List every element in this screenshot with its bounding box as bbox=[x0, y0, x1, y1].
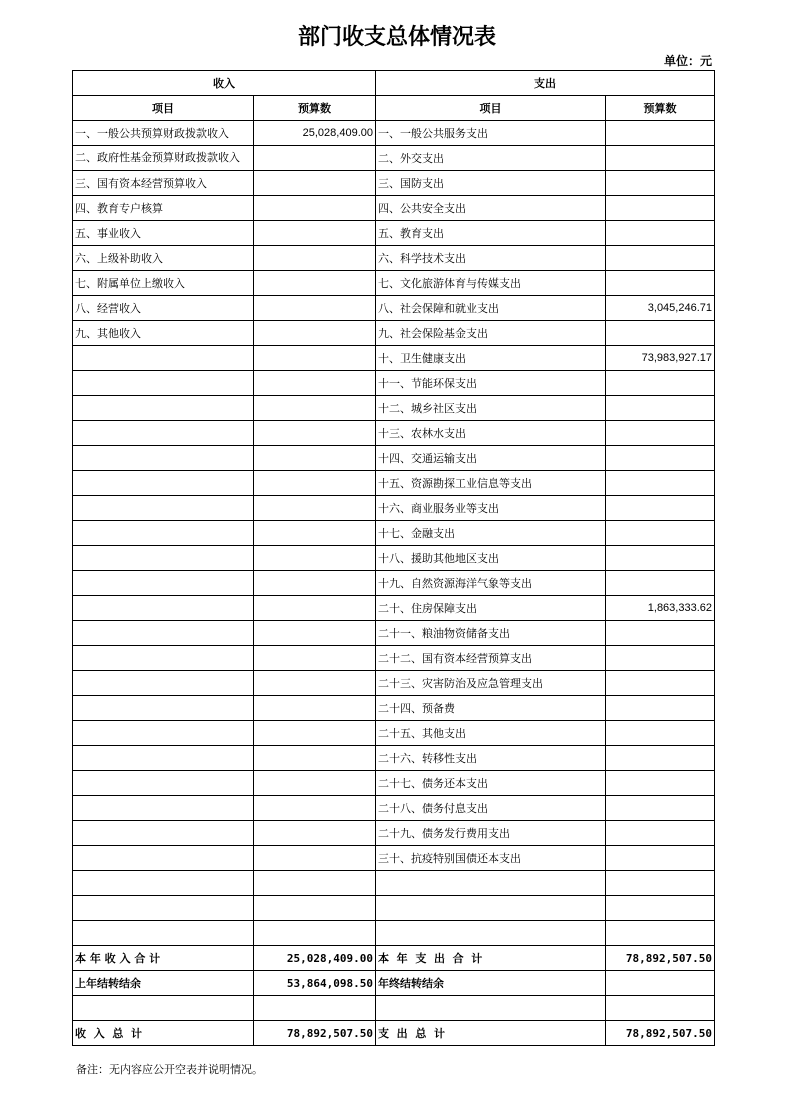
expense-amount-cell bbox=[606, 571, 715, 596]
income-item-cell bbox=[73, 846, 254, 871]
table-row bbox=[73, 721, 715, 746]
expense-amount-cell: 1,863,333.62 bbox=[606, 596, 715, 621]
income-amount-cell bbox=[254, 571, 376, 596]
income-item-cell bbox=[73, 371, 254, 396]
table-row bbox=[73, 421, 715, 446]
table-row bbox=[73, 146, 715, 171]
income-amount-cell bbox=[254, 421, 376, 446]
year-end-value bbox=[606, 971, 715, 996]
income-item-cell bbox=[73, 596, 254, 621]
expense-amount-cell bbox=[606, 371, 715, 396]
income-amount-cell bbox=[254, 796, 376, 821]
expense-item-cell: 九、社会保险基金支出 bbox=[376, 321, 606, 346]
expense-amount-cell bbox=[606, 771, 715, 796]
expense-amount-cell: 3,045,246.71 bbox=[606, 296, 715, 321]
expense-item-cell bbox=[376, 921, 606, 946]
income-item-header: 项目 bbox=[73, 96, 254, 121]
expense-amount-cell bbox=[606, 896, 715, 921]
year-end-label: 年终结转结余 bbox=[376, 971, 606, 996]
table-row bbox=[73, 296, 715, 321]
income-total-label: 本 年 收 入 合 计 bbox=[73, 946, 254, 971]
expense-amount-cell bbox=[606, 696, 715, 721]
grand-total-row bbox=[73, 1021, 715, 1046]
income-amount-cell bbox=[254, 596, 376, 621]
expense-item-cell: 六、科学技术支出 bbox=[376, 246, 606, 271]
table-row bbox=[73, 546, 715, 571]
expense-amount-cell bbox=[606, 171, 715, 196]
expense-amount-cell bbox=[606, 146, 715, 171]
income-amount-cell bbox=[254, 446, 376, 471]
table-row bbox=[73, 846, 715, 871]
income-amount-cell bbox=[254, 721, 376, 746]
table-row bbox=[73, 621, 715, 646]
expense-amount-cell: 73,983,927.17 bbox=[606, 346, 715, 371]
expense-amount-cell bbox=[606, 521, 715, 546]
expense-item-cell: 二十、住房保障支出 bbox=[376, 596, 606, 621]
carryover-value: 53,864,098.50 bbox=[254, 971, 376, 996]
section-header-row bbox=[73, 71, 715, 96]
expense-item-cell: 八、社会保障和就业支出 bbox=[376, 296, 606, 321]
expense-item-cell: 二十四、预备费 bbox=[376, 696, 606, 721]
expense-section-header: 支出 bbox=[376, 71, 715, 96]
expense-item-cell: 二十一、粮油物资储备支出 bbox=[376, 621, 606, 646]
income-amount-cell bbox=[254, 346, 376, 371]
expense-amount-cell bbox=[606, 796, 715, 821]
expense-amount-cell bbox=[606, 846, 715, 871]
expense-amount-cell bbox=[606, 671, 715, 696]
income-amount-cell bbox=[254, 146, 376, 171]
income-item-cell bbox=[73, 771, 254, 796]
income-item-cell: 五、事业收入 bbox=[73, 221, 254, 246]
income-item-cell bbox=[73, 446, 254, 471]
spacer-cell bbox=[606, 996, 715, 1021]
expense-item-cell bbox=[376, 871, 606, 896]
income-amount-cell bbox=[254, 871, 376, 896]
income-amount-cell: 25,028,409.00 bbox=[254, 121, 376, 146]
income-item-cell: 七、附属单位上缴收入 bbox=[73, 271, 254, 296]
table-row bbox=[73, 496, 715, 521]
table-row bbox=[73, 821, 715, 846]
income-amount-cell bbox=[254, 896, 376, 921]
expense-item-cell: 十三、农林水支出 bbox=[376, 421, 606, 446]
income-amount-cell bbox=[254, 621, 376, 646]
expense-budget-header: 预算数 bbox=[606, 96, 715, 121]
grand-income-label: 收 入 总 计 bbox=[73, 1021, 254, 1046]
expense-item-cell: 十二、城乡社区支出 bbox=[376, 396, 606, 421]
expense-total-label: 本 年 支 出 合 计 bbox=[376, 946, 606, 971]
income-amount-cell bbox=[254, 771, 376, 796]
income-item-cell bbox=[73, 671, 254, 696]
income-budget-header: 预算数 bbox=[254, 96, 376, 121]
income-amount-cell bbox=[254, 296, 376, 321]
table-row bbox=[73, 446, 715, 471]
table-row bbox=[73, 771, 715, 796]
income-item-cell: 六、上级补助收入 bbox=[73, 246, 254, 271]
income-item-cell bbox=[73, 821, 254, 846]
spacer-cell bbox=[73, 996, 254, 1021]
expense-amount-cell bbox=[606, 421, 715, 446]
grand-income-value: 78,892,507.50 bbox=[254, 1021, 376, 1046]
income-item-cell bbox=[73, 896, 254, 921]
expense-item-cell: 七、文化旅游体育与传媒支出 bbox=[376, 271, 606, 296]
income-amount-cell bbox=[254, 371, 376, 396]
income-amount-cell bbox=[254, 271, 376, 296]
income-amount-cell bbox=[254, 696, 376, 721]
expense-amount-cell bbox=[606, 321, 715, 346]
table-row bbox=[73, 746, 715, 771]
expense-amount-cell bbox=[606, 271, 715, 296]
income-amount-cell bbox=[254, 671, 376, 696]
footnote: 备注：无内容应公开空表并说明情况。 bbox=[76, 1063, 263, 1076]
table-row bbox=[73, 796, 715, 821]
income-amount-cell bbox=[254, 646, 376, 671]
table-row bbox=[73, 196, 715, 221]
income-amount-cell bbox=[254, 396, 376, 421]
expense-amount-cell bbox=[606, 471, 715, 496]
expense-amount-cell bbox=[606, 121, 715, 146]
income-item-cell: 九、其他收入 bbox=[73, 321, 254, 346]
table-row bbox=[73, 396, 715, 421]
expense-item-cell: 二、外交支出 bbox=[376, 146, 606, 171]
expense-item-cell: 十九、自然资源海洋气象等支出 bbox=[376, 571, 606, 596]
expense-item-cell: 十五、资源勘探工业信息等支出 bbox=[376, 471, 606, 496]
expense-item-header: 项目 bbox=[376, 96, 606, 121]
table-row bbox=[73, 346, 715, 371]
income-item-cell: 八、经营收入 bbox=[73, 296, 254, 321]
expense-item-cell: 四、公共安全支出 bbox=[376, 196, 606, 221]
table-row bbox=[73, 171, 715, 196]
income-amount-cell bbox=[254, 246, 376, 271]
expense-amount-cell bbox=[606, 646, 715, 671]
spacer-cell bbox=[376, 996, 606, 1021]
income-amount-cell bbox=[254, 196, 376, 221]
spacer-cell bbox=[254, 996, 376, 1021]
income-item-cell bbox=[73, 646, 254, 671]
income-amount-cell bbox=[254, 496, 376, 521]
carryover-label: 上年结转结余 bbox=[73, 971, 254, 996]
income-item-cell bbox=[73, 721, 254, 746]
income-item-cell bbox=[73, 921, 254, 946]
expense-item-cell: 三、国防支出 bbox=[376, 171, 606, 196]
expense-amount-cell bbox=[606, 496, 715, 521]
expense-item-cell: 五、教育支出 bbox=[376, 221, 606, 246]
income-item-cell bbox=[73, 796, 254, 821]
page-title: 部门收支总体情况表 bbox=[297, 25, 496, 50]
table-row bbox=[73, 671, 715, 696]
expense-amount-cell bbox=[606, 396, 715, 421]
table-row bbox=[73, 646, 715, 671]
spacer-row bbox=[73, 996, 715, 1021]
expense-item-cell: 十、卫生健康支出 bbox=[376, 346, 606, 371]
expense-amount-cell bbox=[606, 921, 715, 946]
expense-item-cell: 十七、金融支出 bbox=[376, 521, 606, 546]
table-row bbox=[73, 121, 715, 146]
expense-item-cell: 十四、交通运输支出 bbox=[376, 446, 606, 471]
table-row bbox=[73, 571, 715, 596]
expense-amount-cell bbox=[606, 821, 715, 846]
income-item-cell bbox=[73, 346, 254, 371]
income-item-cell bbox=[73, 696, 254, 721]
expense-amount-cell bbox=[606, 221, 715, 246]
table-row bbox=[73, 221, 715, 246]
income-total-value: 25,028,409.00 bbox=[254, 946, 376, 971]
budget-table bbox=[72, 70, 715, 1046]
table-row bbox=[73, 246, 715, 271]
expense-amount-cell bbox=[606, 621, 715, 646]
expense-item-cell: 二十二、国有资本经营预算支出 bbox=[376, 646, 606, 671]
income-item-cell bbox=[73, 421, 254, 446]
table-row bbox=[73, 921, 715, 946]
income-section-header: 收入 bbox=[73, 71, 376, 96]
expense-item-cell: 一、一般公共服务支出 bbox=[376, 121, 606, 146]
expense-item-cell: 二十九、债务发行费用支出 bbox=[376, 821, 606, 846]
table-row bbox=[73, 471, 715, 496]
income-item-cell bbox=[73, 871, 254, 896]
expense-amount-cell bbox=[606, 246, 715, 271]
income-item-cell: 二、政府性基金预算财政拨款收入 bbox=[73, 146, 254, 171]
expense-item-cell: 二十六、转移性支出 bbox=[376, 746, 606, 771]
table-row bbox=[73, 521, 715, 546]
table-row bbox=[73, 321, 715, 346]
expense-amount-cell bbox=[606, 446, 715, 471]
income-item-cell bbox=[73, 471, 254, 496]
table-row bbox=[73, 271, 715, 296]
expense-item-cell: 二十五、其他支出 bbox=[376, 721, 606, 746]
table-row bbox=[73, 371, 715, 396]
expense-item-cell: 十八、援助其他地区支出 bbox=[376, 546, 606, 571]
expense-item-cell: 十六、商业服务业等支出 bbox=[376, 496, 606, 521]
income-item-cell bbox=[73, 521, 254, 546]
income-amount-cell bbox=[254, 171, 376, 196]
income-item-cell: 四、教育专户核算 bbox=[73, 196, 254, 221]
table-row bbox=[73, 696, 715, 721]
income-amount-cell bbox=[254, 746, 376, 771]
income-item-cell bbox=[73, 746, 254, 771]
table-row bbox=[73, 896, 715, 921]
income-amount-cell bbox=[254, 846, 376, 871]
expense-amount-cell bbox=[606, 746, 715, 771]
carryover-row bbox=[73, 971, 715, 996]
income-item-cell: 三、国有资本经营预算收入 bbox=[73, 171, 254, 196]
grand-expense-value: 78,892,507.50 bbox=[606, 1021, 715, 1046]
column-header-row bbox=[73, 96, 715, 121]
grand-expense-label: 支 出 总 计 bbox=[376, 1021, 606, 1046]
unit-label: 单位：元 bbox=[663, 54, 712, 68]
expense-total-value: 78,892,507.50 bbox=[606, 946, 715, 971]
expense-item-cell: 二十三、灾害防治及应急管理支出 bbox=[376, 671, 606, 696]
income-amount-cell bbox=[254, 546, 376, 571]
income-item-cell bbox=[73, 546, 254, 571]
expense-item-cell bbox=[376, 896, 606, 921]
income-item-cell bbox=[73, 396, 254, 421]
income-item-cell bbox=[73, 621, 254, 646]
expense-item-cell: 二十八、债务付息支出 bbox=[376, 796, 606, 821]
income-amount-cell bbox=[254, 221, 376, 246]
expense-amount-cell bbox=[606, 196, 715, 221]
income-amount-cell bbox=[254, 521, 376, 546]
income-amount-cell bbox=[254, 471, 376, 496]
income-item-cell bbox=[73, 496, 254, 521]
income-amount-cell bbox=[254, 321, 376, 346]
expense-amount-cell bbox=[606, 721, 715, 746]
year-total-row bbox=[73, 946, 715, 971]
table-row bbox=[73, 871, 715, 896]
table-row bbox=[73, 596, 715, 621]
expense-item-cell: 二十七、债务还本支出 bbox=[376, 771, 606, 796]
expense-item-cell: 十一、节能环保支出 bbox=[376, 371, 606, 396]
income-item-cell: 一、一般公共预算财政拨款收入 bbox=[73, 121, 254, 146]
expense-amount-cell bbox=[606, 871, 715, 896]
income-amount-cell bbox=[254, 821, 376, 846]
income-amount-cell bbox=[254, 921, 376, 946]
income-item-cell bbox=[73, 571, 254, 596]
expense-amount-cell bbox=[606, 546, 715, 571]
expense-item-cell: 三十、抗疫特别国债还本支出 bbox=[376, 846, 606, 871]
